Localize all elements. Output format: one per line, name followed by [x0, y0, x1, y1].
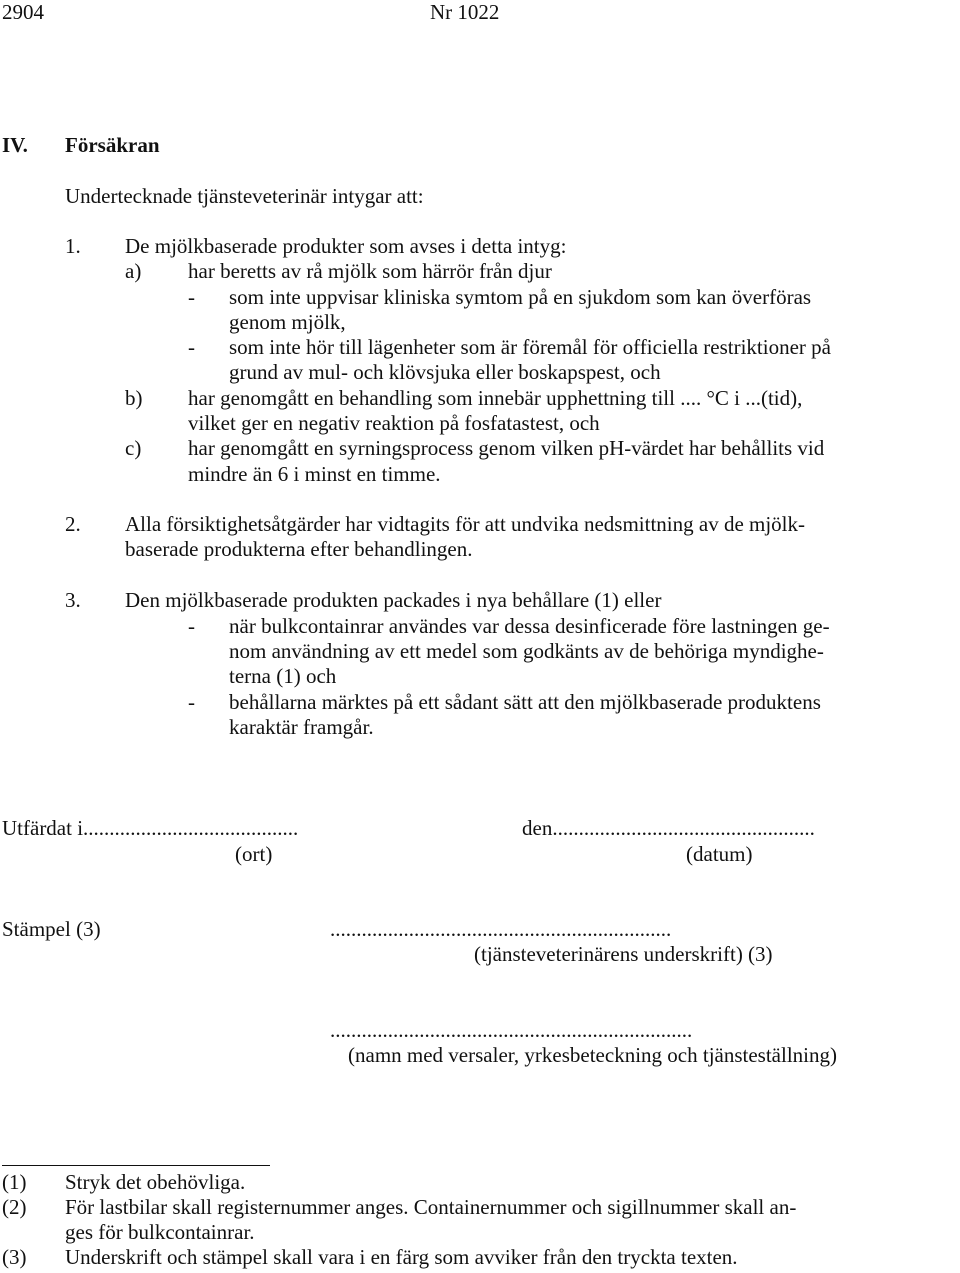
signature-field[interactable]: ................................................................. — [330, 917, 672, 941]
issued-at-field[interactable]: Utfärdat i......................................... — [2, 816, 299, 840]
signature-label: (tjänsteveterinärens underskrift) (3) — [474, 942, 773, 966]
footnote-text: För lastbilar skall registernummer anges. Containernummer och sigillnummer skall an- — [65, 1195, 797, 1219]
date-field[interactable]: den.................................................. — [522, 816, 815, 840]
item-1-line: grund av mul- och klövsjuka eller boskapspest, och — [229, 360, 661, 384]
item-1-line: vilket ger en negativ reaktion på fosfatastest, och — [188, 411, 600, 435]
item-3-line: nom användning av ett medel som godkänts av de behöriga myndighe- — [229, 639, 824, 663]
item-1-line: har genomgått en syrningsprocess genom vilken pH-värdet har behållits vid — [188, 436, 825, 460]
item-1-line: genom mjölk, — [229, 310, 346, 334]
item-1-line: mindre än 6 i minst en timme. — [188, 462, 441, 486]
item-1-line: som inte hör till lägenheter som är föremål för officiella restriktioner på — [229, 335, 831, 359]
stamp-label: Stämpel (3) — [2, 917, 101, 941]
item-1-marker-b: b) — [125, 386, 143, 410]
item-2-line: baserade produkterna efter behandlingen. — [125, 537, 473, 561]
item-2-number: 2. — [65, 512, 81, 536]
item-3-dash: - — [188, 614, 195, 638]
date-label: (datum) — [686, 842, 753, 866]
footnote-divider — [2, 1165, 270, 1166]
item-3-number: 3. — [65, 588, 81, 612]
footnote-text: Underskrift och stämpel skall vara i en färg som avviker från den tryckta texten. — [65, 1245, 738, 1269]
item-1-marker-c: c) — [125, 436, 142, 460]
footnote-text: Stryk det obehövliga. — [65, 1170, 246, 1194]
footnote-text: ges för bulkcontainrar. — [65, 1220, 255, 1244]
footnote-number: (1) — [2, 1170, 27, 1194]
footnote-number: (2) — [2, 1195, 27, 1219]
name-label: (namn med versaler, yrkesbeteckning och tjänsteställning) — [348, 1043, 837, 1067]
section-intro: Undertecknade tjänsteveterinär intygar att: — [65, 184, 424, 208]
item-3-line: behållarna märktes på ett sådant sätt att den mjölkbaserade produktens — [229, 690, 821, 714]
section-title: Försäkran — [65, 133, 160, 157]
item-1-line: De mjölkbaserade produkter som avses i detta intyg: — [125, 234, 567, 258]
footnote-number: (3) — [2, 1245, 27, 1269]
place-label: (ort) — [235, 842, 273, 866]
item-1-line: som inte uppvisar kliniska symtom på en sjukdom som kan överföras — [229, 285, 812, 309]
section-number: IV. — [2, 133, 28, 157]
item-1-dash: - — [188, 285, 195, 309]
name-field[interactable]: ..................................................................... — [330, 1018, 693, 1042]
page-number: 2904 — [2, 0, 44, 24]
item-3-line: terna (1) och — [229, 664, 337, 688]
item-3-dash: - — [188, 690, 195, 714]
issue-number: Nr 1022 — [430, 0, 500, 24]
item-1-line: har genomgått en behandling som innebär upphettning till .... °C i ...(tid), — [188, 386, 803, 410]
item-1-number: 1. — [65, 234, 81, 258]
item-1-line: har beretts av rå mjölk som härrör från djur — [188, 259, 552, 283]
item-2-line: Alla försiktighetsåtgärder har vidtagits för att undvika nedsmittning av de mjölk- — [125, 512, 806, 536]
item-3-line: när bulkcontainrar användes var dessa desinficerade före lastningen ge- — [229, 614, 830, 638]
item-3-line: Den mjölkbaserade produkten packades i nya behållare (1) eller — [125, 588, 662, 612]
item-1-marker-a: a) — [125, 259, 142, 283]
item-1-dash: - — [188, 335, 195, 359]
item-3-line: karaktär framgår. — [229, 715, 374, 739]
